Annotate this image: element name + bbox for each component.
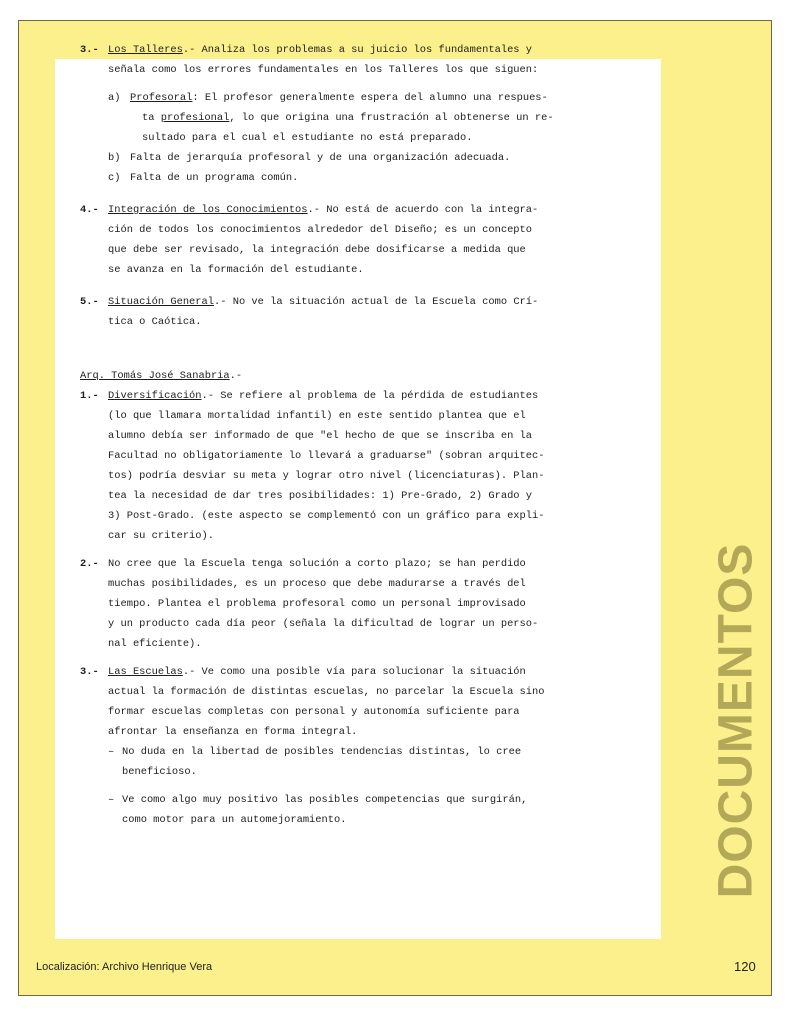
item-title: Los Talleres bbox=[108, 44, 183, 56]
source-caption: Localización: Archivo Henrique Vera bbox=[36, 961, 213, 973]
dash-item: – No duda en la libertad de posibles tendencias distintas, lo cree beneficioso. bbox=[108, 746, 522, 778]
sub-item: c) Falta de un programa común. bbox=[108, 172, 299, 184]
author-heading: Arq. Tomás José Sanabria.- bbox=[80, 370, 243, 382]
page-number: 120 bbox=[734, 959, 756, 974]
list-item: 3.- Las Escuelas.- Ve como una posible vía para solucionar la situación actual la formación de distintas escuelas, no parcelar la Escuela sino formar escuelas completas con personal y autonomía suficiente para afrontar la enseñanza en forma integral. bbox=[80, 666, 545, 738]
dash-item: – Ve como algo muy positivo las posibles competencias que surgirán, como motor para un automejoramiento. bbox=[108, 794, 528, 826]
document-text bbox=[80, 40, 580, 830]
list-item: 1.- Diversificación.- Se refiere al problema de la pérdida de estudiantes (lo que llamara mortalidad infantil) en este sentido plantea que el alumno debía ser informado de que "el hecho de que se inscriba en la Facultad no obligatoriamente lo llevará a graduarse" (sobran arquitec- tos) podría desviar su meta y lograr otro nivel (licenciaturas). Plan- tea la necesidad de dar tres posibilidades: 1) Pre-Grado, 2) Grado y 3) Post-Grado. (este aspecto se complementó con un gráfico para expli- car su criterio). bbox=[80, 390, 545, 542]
item-number: 3.- bbox=[80, 44, 99, 56]
section-label bbox=[700, 520, 772, 920]
sub-item: b) Falta de jerarquía profesoral y de una organización adecuada. bbox=[108, 152, 511, 164]
list-item: 5.- Situación General.- No ve la situación actual de la Escuela como Crí- tica o Caótica. bbox=[80, 296, 539, 328]
list-item: 2.- No cree que la Escuela tenga solución a corto plazo; se han perdido muchas posibilidades, es un proceso que debe madurarse a través del tiempo. Plantea el problema profesoral como un personal improvisado y un producto cada día peor (señala la dificultad de lograr un perso- nal eficiente). bbox=[80, 558, 539, 650]
section-label-text: DOCUMENTOS bbox=[709, 542, 763, 898]
sub-item: a) Profesoral: El profesor generalmente espera del alumno una respues- ta profesional, lo que origina una frustración al obtenerse un re- sultado para el cual el estudiante no está preparado. bbox=[108, 92, 554, 144]
list-item: 3.- Los Talleres.- Analiza los problemas a su juicio los fundamentales y señala como los errores fundamentales en los Talleres los que siguen: bbox=[80, 40, 580, 80]
list-item: 4.- Integración de los Conocimientos.- No está de acuerdo con la integra- ción de todos los conocimientos alrededor del Diseño; es un concepto que debe ser revisado, la integración debe dosificarse a medida que se avanza en la formación del estudiante. bbox=[80, 204, 539, 276]
